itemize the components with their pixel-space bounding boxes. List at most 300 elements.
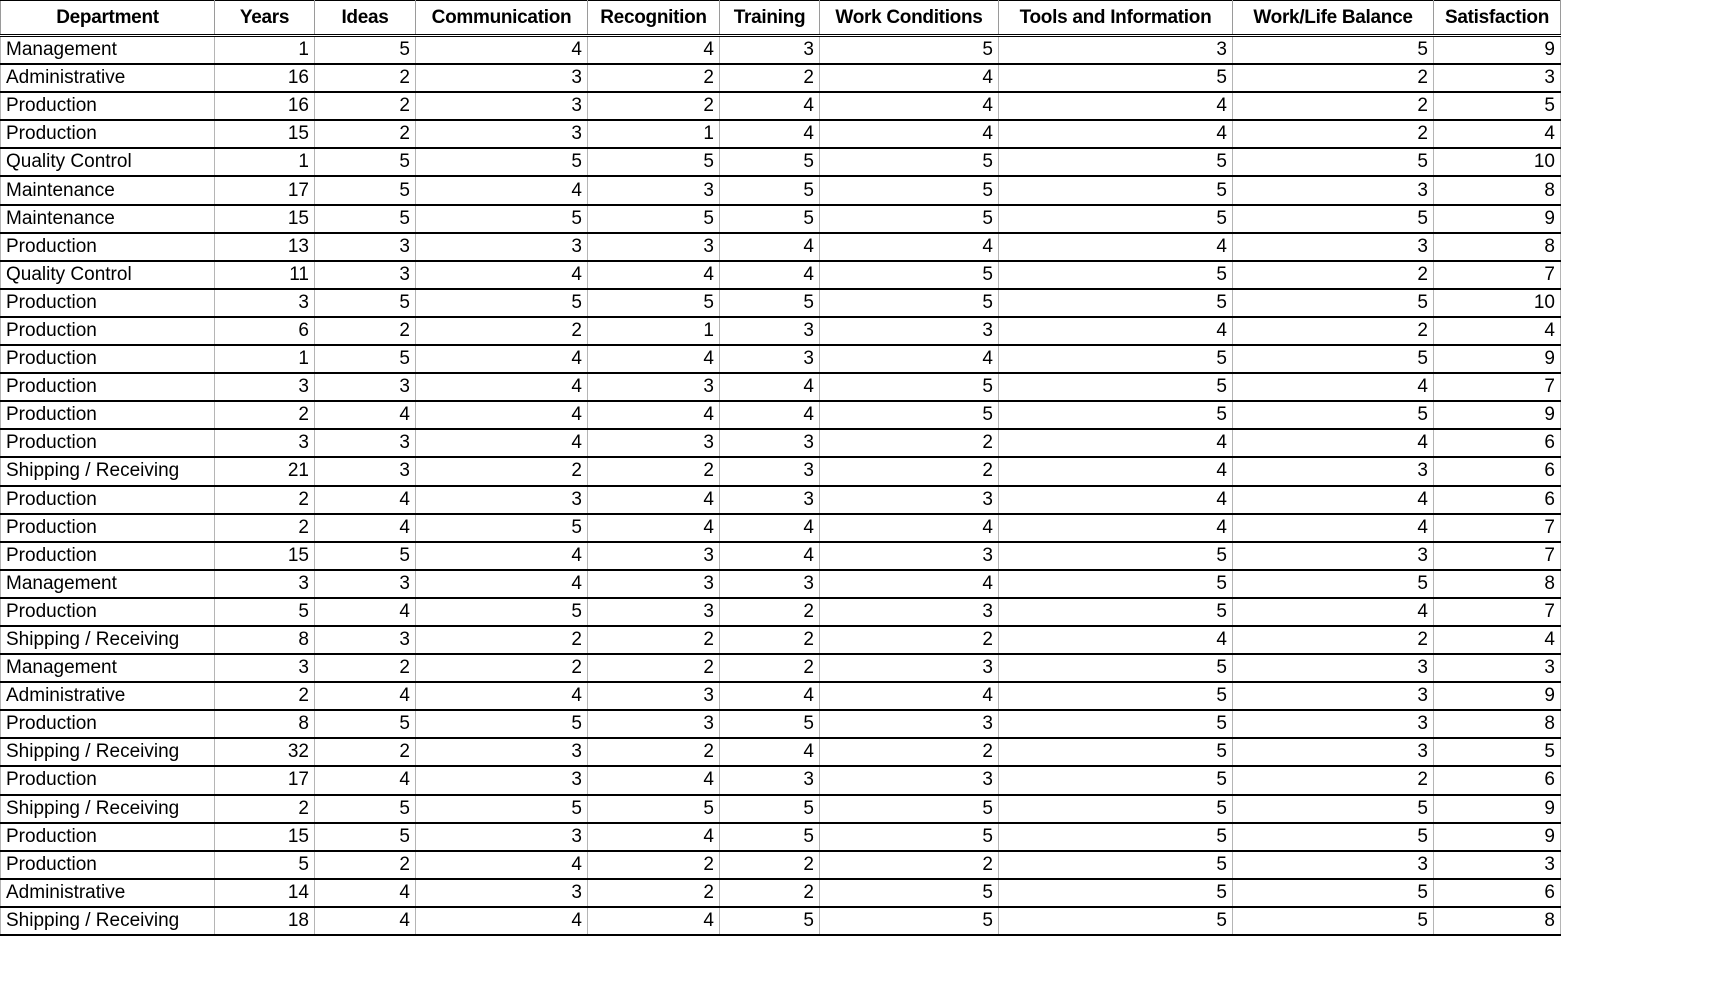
cell-department[interactable]: Production: [1, 486, 215, 514]
cell-tools-and-information[interactable]: 3: [999, 36, 1233, 65]
cell-communication[interactable]: 4: [416, 261, 588, 289]
cell-recognition[interactable]: 3: [588, 373, 720, 401]
cell-tools-and-information[interactable]: 4: [999, 429, 1233, 457]
cell-work-conditions[interactable]: 3: [820, 317, 999, 345]
cell-tools-and-information[interactable]: 5: [999, 823, 1233, 851]
cell-tools-and-information[interactable]: 5: [999, 795, 1233, 823]
cell-ideas[interactable]: 4: [315, 486, 416, 514]
cell-training[interactable]: 5: [720, 795, 820, 823]
cell-department[interactable]: Maintenance: [1, 176, 215, 204]
cell-training[interactable]: 2: [720, 626, 820, 654]
cell-satisfaction[interactable]: 9: [1434, 682, 1561, 710]
cell-recognition[interactable]: 3: [588, 710, 720, 738]
cell-years[interactable]: 16: [215, 64, 315, 92]
cell-department[interactable]: Production: [1, 514, 215, 542]
cell-ideas[interactable]: 2: [315, 738, 416, 766]
cell-recognition[interactable]: 4: [588, 401, 720, 429]
cell-training[interactable]: 3: [720, 486, 820, 514]
cell-years[interactable]: 15: [215, 823, 315, 851]
cell-years[interactable]: 3: [215, 570, 315, 598]
cell-training[interactable]: 3: [720, 345, 820, 373]
cell-years[interactable]: 18: [215, 907, 315, 935]
cell-training[interactable]: 3: [720, 457, 820, 485]
cell-ideas[interactable]: 5: [315, 710, 416, 738]
cell-work-life-balance[interactable]: 3: [1233, 738, 1434, 766]
cell-recognition[interactable]: 1: [588, 317, 720, 345]
cell-communication[interactable]: 5: [416, 795, 588, 823]
cell-department[interactable]: Management: [1, 570, 215, 598]
cell-ideas[interactable]: 3: [315, 373, 416, 401]
cell-tools-and-information[interactable]: 5: [999, 710, 1233, 738]
cell-years[interactable]: 11: [215, 261, 315, 289]
cell-work-life-balance[interactable]: 2: [1233, 261, 1434, 289]
cell-communication[interactable]: 3: [416, 738, 588, 766]
cell-ideas[interactable]: 2: [315, 851, 416, 879]
cell-ideas[interactable]: 3: [315, 626, 416, 654]
cell-communication[interactable]: 4: [416, 851, 588, 879]
cell-training[interactable]: 3: [720, 766, 820, 794]
cell-satisfaction[interactable]: 3: [1434, 654, 1561, 682]
cell-work-life-balance[interactable]: 3: [1233, 176, 1434, 204]
cell-years[interactable]: 13: [215, 233, 315, 261]
cell-ideas[interactable]: 5: [315, 176, 416, 204]
cell-work-conditions[interactable]: 4: [820, 682, 999, 710]
cell-recognition[interactable]: 4: [588, 486, 720, 514]
cell-ideas[interactable]: 5: [315, 795, 416, 823]
cell-satisfaction[interactable]: 9: [1434, 205, 1561, 233]
cell-satisfaction[interactable]: 3: [1434, 851, 1561, 879]
cell-recognition[interactable]: 4: [588, 514, 720, 542]
cell-department[interactable]: Shipping / Receiving: [1, 907, 215, 935]
cell-department[interactable]: Production: [1, 345, 215, 373]
cell-recognition[interactable]: 3: [588, 682, 720, 710]
cell-department[interactable]: Production: [1, 92, 215, 120]
cell-ideas[interactable]: 2: [315, 64, 416, 92]
cell-communication[interactable]: 3: [416, 64, 588, 92]
cell-work-conditions[interactable]: 5: [820, 261, 999, 289]
cell-work-conditions[interactable]: 5: [820, 907, 999, 935]
cell-satisfaction[interactable]: 8: [1434, 176, 1561, 204]
cell-satisfaction[interactable]: 7: [1434, 514, 1561, 542]
cell-work-conditions[interactable]: 2: [820, 429, 999, 457]
cell-work-conditions[interactable]: 3: [820, 766, 999, 794]
cell-recognition[interactable]: 3: [588, 570, 720, 598]
cell-work-life-balance[interactable]: 4: [1233, 514, 1434, 542]
cell-recognition[interactable]: 4: [588, 907, 720, 935]
cell-department[interactable]: Production: [1, 766, 215, 794]
cell-years[interactable]: 1: [215, 345, 315, 373]
cell-communication[interactable]: 4: [416, 176, 588, 204]
cell-tools-and-information[interactable]: 5: [999, 401, 1233, 429]
cell-years[interactable]: 16: [215, 92, 315, 120]
cell-tools-and-information[interactable]: 4: [999, 626, 1233, 654]
cell-department[interactable]: Production: [1, 233, 215, 261]
cell-years[interactable]: 21: [215, 457, 315, 485]
cell-satisfaction[interactable]: 9: [1434, 795, 1561, 823]
cell-satisfaction[interactable]: 7: [1434, 261, 1561, 289]
cell-satisfaction[interactable]: 8: [1434, 570, 1561, 598]
cell-work-life-balance[interactable]: 2: [1233, 92, 1434, 120]
cell-tools-and-information[interactable]: 4: [999, 233, 1233, 261]
cell-communication[interactable]: 2: [416, 317, 588, 345]
cell-training[interactable]: 2: [720, 879, 820, 907]
cell-ideas[interactable]: 4: [315, 907, 416, 935]
cell-years[interactable]: 3: [215, 289, 315, 317]
cell-tools-and-information[interactable]: 4: [999, 486, 1233, 514]
cell-years[interactable]: 8: [215, 710, 315, 738]
cell-recognition[interactable]: 2: [588, 457, 720, 485]
cell-recognition[interactable]: 1: [588, 120, 720, 148]
cell-tools-and-information[interactable]: 4: [999, 317, 1233, 345]
cell-training[interactable]: 5: [720, 176, 820, 204]
cell-work-conditions[interactable]: 2: [820, 738, 999, 766]
cell-work-conditions[interactable]: 4: [820, 64, 999, 92]
cell-tools-and-information[interactable]: 5: [999, 176, 1233, 204]
cell-satisfaction[interactable]: 4: [1434, 626, 1561, 654]
cell-work-conditions[interactable]: 5: [820, 148, 999, 176]
cell-department[interactable]: Production: [1, 120, 215, 148]
cell-years[interactable]: 6: [215, 317, 315, 345]
cell-department[interactable]: Production: [1, 851, 215, 879]
cell-satisfaction[interactable]: 6: [1434, 766, 1561, 794]
cell-recognition[interactable]: 5: [588, 205, 720, 233]
cell-training[interactable]: 2: [720, 851, 820, 879]
cell-training[interactable]: 5: [720, 289, 820, 317]
cell-tools-and-information[interactable]: 4: [999, 514, 1233, 542]
column-header-training[interactable]: Training: [720, 1, 820, 36]
cell-satisfaction[interactable]: 9: [1434, 36, 1561, 65]
cell-training[interactable]: 4: [720, 542, 820, 570]
cell-years[interactable]: 1: [215, 36, 315, 65]
cell-tools-and-information[interactable]: 5: [999, 261, 1233, 289]
cell-satisfaction[interactable]: 5: [1434, 738, 1561, 766]
cell-work-conditions[interactable]: 4: [820, 570, 999, 598]
cell-tools-and-information[interactable]: 5: [999, 738, 1233, 766]
cell-work-life-balance[interactable]: 5: [1233, 36, 1434, 65]
column-header-tools-and-information[interactable]: Tools and Information: [999, 1, 1233, 36]
cell-tools-and-information[interactable]: 5: [999, 570, 1233, 598]
column-header-work-life-balance[interactable]: Work/Life Balance: [1233, 1, 1434, 36]
cell-tools-and-information[interactable]: 4: [999, 457, 1233, 485]
cell-communication[interactable]: 4: [416, 682, 588, 710]
cell-ideas[interactable]: 3: [315, 457, 416, 485]
cell-ideas[interactable]: 2: [315, 317, 416, 345]
cell-recognition[interactable]: 2: [588, 92, 720, 120]
cell-communication[interactable]: 3: [416, 233, 588, 261]
cell-satisfaction[interactable]: 9: [1434, 823, 1561, 851]
cell-work-conditions[interactable]: 3: [820, 542, 999, 570]
cell-recognition[interactable]: 4: [588, 823, 720, 851]
cell-communication[interactable]: 3: [416, 823, 588, 851]
cell-tools-and-information[interactable]: 5: [999, 879, 1233, 907]
cell-communication[interactable]: 3: [416, 120, 588, 148]
cell-ideas[interactable]: 4: [315, 879, 416, 907]
cell-department[interactable]: Production: [1, 823, 215, 851]
cell-communication[interactable]: 4: [416, 429, 588, 457]
cell-work-life-balance[interactable]: 3: [1233, 851, 1434, 879]
cell-department[interactable]: Management: [1, 654, 215, 682]
cell-training[interactable]: 2: [720, 654, 820, 682]
cell-recognition[interactable]: 3: [588, 598, 720, 626]
cell-work-life-balance[interactable]: 2: [1233, 64, 1434, 92]
column-header-ideas[interactable]: Ideas: [315, 1, 416, 36]
cell-training[interactable]: 5: [720, 205, 820, 233]
cell-communication[interactable]: 2: [416, 626, 588, 654]
cell-work-life-balance[interactable]: 2: [1233, 120, 1434, 148]
cell-ideas[interactable]: 3: [315, 570, 416, 598]
cell-work-life-balance[interactable]: 3: [1233, 233, 1434, 261]
cell-work-conditions[interactable]: 4: [820, 120, 999, 148]
cell-work-conditions[interactable]: 3: [820, 710, 999, 738]
cell-ideas[interactable]: 4: [315, 514, 416, 542]
cell-department[interactable]: Shipping / Receiving: [1, 626, 215, 654]
cell-department[interactable]: Shipping / Receiving: [1, 738, 215, 766]
cell-years[interactable]: 5: [215, 851, 315, 879]
cell-work-life-balance[interactable]: 5: [1233, 345, 1434, 373]
cell-communication[interactable]: 4: [416, 570, 588, 598]
cell-training[interactable]: 4: [720, 401, 820, 429]
cell-training[interactable]: 4: [720, 92, 820, 120]
cell-recognition[interactable]: 5: [588, 148, 720, 176]
cell-training[interactable]: 4: [720, 233, 820, 261]
cell-ideas[interactable]: 5: [315, 542, 416, 570]
cell-work-conditions[interactable]: 2: [820, 851, 999, 879]
cell-department[interactable]: Shipping / Receiving: [1, 457, 215, 485]
cell-years[interactable]: 17: [215, 766, 315, 794]
cell-recognition[interactable]: 3: [588, 176, 720, 204]
cell-recognition[interactable]: 4: [588, 36, 720, 65]
cell-department[interactable]: Production: [1, 373, 215, 401]
cell-communication[interactable]: 5: [416, 514, 588, 542]
cell-years[interactable]: 15: [215, 205, 315, 233]
cell-satisfaction[interactable]: 8: [1434, 710, 1561, 738]
cell-work-conditions[interactable]: 2: [820, 626, 999, 654]
cell-tools-and-information[interactable]: 5: [999, 345, 1233, 373]
cell-training[interactable]: 4: [720, 261, 820, 289]
cell-department[interactable]: Production: [1, 710, 215, 738]
cell-ideas[interactable]: 2: [315, 120, 416, 148]
cell-years[interactable]: 2: [215, 682, 315, 710]
cell-work-conditions[interactable]: 4: [820, 233, 999, 261]
cell-work-conditions[interactable]: 5: [820, 205, 999, 233]
cell-tools-and-information[interactable]: 5: [999, 766, 1233, 794]
cell-recognition[interactable]: 4: [588, 766, 720, 794]
cell-work-life-balance[interactable]: 3: [1233, 682, 1434, 710]
cell-work-conditions[interactable]: 5: [820, 36, 999, 65]
cell-years[interactable]: 15: [215, 542, 315, 570]
cell-training[interactable]: 3: [720, 36, 820, 65]
cell-communication[interactable]: 5: [416, 148, 588, 176]
cell-work-life-balance[interactable]: 5: [1233, 401, 1434, 429]
cell-communication[interactable]: 5: [416, 205, 588, 233]
cell-work-conditions[interactable]: 4: [820, 92, 999, 120]
cell-ideas[interactable]: 5: [315, 823, 416, 851]
cell-years[interactable]: 17: [215, 176, 315, 204]
cell-satisfaction[interactable]: 7: [1434, 598, 1561, 626]
cell-training[interactable]: 4: [720, 373, 820, 401]
cell-training[interactable]: 2: [720, 598, 820, 626]
cell-work-life-balance[interactable]: 3: [1233, 457, 1434, 485]
cell-tools-and-information[interactable]: 4: [999, 92, 1233, 120]
cell-department[interactable]: Production: [1, 317, 215, 345]
cell-satisfaction[interactable]: 6: [1434, 429, 1561, 457]
cell-satisfaction[interactable]: 10: [1434, 289, 1561, 317]
cell-tools-and-information[interactable]: 5: [999, 682, 1233, 710]
cell-communication[interactable]: 3: [416, 92, 588, 120]
cell-work-conditions[interactable]: 4: [820, 345, 999, 373]
cell-work-life-balance[interactable]: 2: [1233, 766, 1434, 794]
cell-tools-and-information[interactable]: 5: [999, 654, 1233, 682]
cell-department[interactable]: Administrative: [1, 879, 215, 907]
cell-work-life-balance[interactable]: 2: [1233, 317, 1434, 345]
cell-work-life-balance[interactable]: 5: [1233, 795, 1434, 823]
cell-training[interactable]: 3: [720, 570, 820, 598]
cell-recognition[interactable]: 2: [588, 851, 720, 879]
cell-recognition[interactable]: 2: [588, 738, 720, 766]
cell-years[interactable]: 3: [215, 654, 315, 682]
cell-ideas[interactable]: 5: [315, 148, 416, 176]
cell-training[interactable]: 3: [720, 317, 820, 345]
cell-communication[interactable]: 3: [416, 486, 588, 514]
cell-years[interactable]: 1: [215, 148, 315, 176]
cell-department[interactable]: Production: [1, 429, 215, 457]
cell-communication[interactable]: 3: [416, 766, 588, 794]
cell-ideas[interactable]: 3: [315, 233, 416, 261]
cell-years[interactable]: 8: [215, 626, 315, 654]
cell-tools-and-information[interactable]: 5: [999, 205, 1233, 233]
cell-years[interactable]: 2: [215, 795, 315, 823]
cell-ideas[interactable]: 4: [315, 766, 416, 794]
cell-training[interactable]: 4: [720, 120, 820, 148]
cell-tools-and-information[interactable]: 5: [999, 851, 1233, 879]
cell-work-conditions[interactable]: 3: [820, 486, 999, 514]
cell-satisfaction[interactable]: 9: [1434, 345, 1561, 373]
cell-work-life-balance[interactable]: 3: [1233, 542, 1434, 570]
cell-communication[interactable]: 4: [416, 907, 588, 935]
cell-satisfaction[interactable]: 9: [1434, 401, 1561, 429]
cell-work-conditions[interactable]: 5: [820, 176, 999, 204]
cell-ideas[interactable]: 5: [315, 345, 416, 373]
cell-recognition[interactable]: 3: [588, 429, 720, 457]
cell-tools-and-information[interactable]: 5: [999, 64, 1233, 92]
cell-communication[interactable]: 4: [416, 345, 588, 373]
cell-tools-and-information[interactable]: 5: [999, 907, 1233, 935]
cell-work-life-balance[interactable]: 3: [1233, 710, 1434, 738]
cell-years[interactable]: 3: [215, 373, 315, 401]
cell-ideas[interactable]: 5: [315, 289, 416, 317]
cell-department[interactable]: Administrative: [1, 682, 215, 710]
cell-satisfaction[interactable]: 6: [1434, 457, 1561, 485]
cell-satisfaction[interactable]: 7: [1434, 373, 1561, 401]
cell-work-conditions[interactable]: 3: [820, 654, 999, 682]
cell-work-life-balance[interactable]: 4: [1233, 429, 1434, 457]
cell-tools-and-information[interactable]: 4: [999, 120, 1233, 148]
cell-communication[interactable]: 4: [416, 542, 588, 570]
cell-communication[interactable]: 5: [416, 289, 588, 317]
cell-training[interactable]: 4: [720, 738, 820, 766]
cell-satisfaction[interactable]: 10: [1434, 148, 1561, 176]
cell-recognition[interactable]: 2: [588, 64, 720, 92]
column-header-satisfaction[interactable]: Satisfaction: [1434, 1, 1561, 36]
cell-ideas[interactable]: 5: [315, 36, 416, 65]
column-header-department[interactable]: Department: [1, 1, 215, 36]
cell-satisfaction[interactable]: 8: [1434, 233, 1561, 261]
cell-ideas[interactable]: 4: [315, 682, 416, 710]
cell-recognition[interactable]: 2: [588, 654, 720, 682]
cell-recognition[interactable]: 3: [588, 233, 720, 261]
cell-work-conditions[interactable]: 4: [820, 514, 999, 542]
cell-communication[interactable]: 2: [416, 654, 588, 682]
cell-department[interactable]: Production: [1, 598, 215, 626]
cell-recognition[interactable]: 2: [588, 879, 720, 907]
cell-ideas[interactable]: 4: [315, 598, 416, 626]
cell-satisfaction[interactable]: 5: [1434, 92, 1561, 120]
cell-ideas[interactable]: 4: [315, 401, 416, 429]
cell-ideas[interactable]: 2: [315, 654, 416, 682]
cell-ideas[interactable]: 2: [315, 92, 416, 120]
cell-satisfaction[interactable]: 6: [1434, 486, 1561, 514]
cell-recognition[interactable]: 5: [588, 795, 720, 823]
cell-work-conditions[interactable]: 3: [820, 598, 999, 626]
cell-department[interactable]: Production: [1, 289, 215, 317]
cell-work-life-balance[interactable]: 3: [1233, 654, 1434, 682]
cell-training[interactable]: 5: [720, 710, 820, 738]
cell-department[interactable]: Production: [1, 542, 215, 570]
cell-satisfaction[interactable]: 7: [1434, 542, 1561, 570]
cell-ideas[interactable]: 3: [315, 429, 416, 457]
cell-work-conditions[interactable]: 5: [820, 823, 999, 851]
cell-satisfaction[interactable]: 6: [1434, 879, 1561, 907]
cell-department[interactable]: Maintenance: [1, 205, 215, 233]
cell-training[interactable]: 5: [720, 823, 820, 851]
cell-recognition[interactable]: 4: [588, 261, 720, 289]
cell-ideas[interactable]: 5: [315, 205, 416, 233]
column-header-recognition[interactable]: Recognition: [588, 1, 720, 36]
cell-communication[interactable]: 5: [416, 710, 588, 738]
cell-department[interactable]: Shipping / Receiving: [1, 795, 215, 823]
cell-work-life-balance[interactable]: 5: [1233, 289, 1434, 317]
cell-department[interactable]: Production: [1, 401, 215, 429]
cell-work-conditions[interactable]: 2: [820, 457, 999, 485]
cell-work-life-balance[interactable]: 5: [1233, 148, 1434, 176]
cell-communication[interactable]: 2: [416, 457, 588, 485]
cell-years[interactable]: 3: [215, 429, 315, 457]
cell-training[interactable]: 4: [720, 514, 820, 542]
cell-years[interactable]: 2: [215, 514, 315, 542]
cell-tools-and-information[interactable]: 5: [999, 542, 1233, 570]
cell-department[interactable]: Administrative: [1, 64, 215, 92]
cell-work-life-balance[interactable]: 5: [1233, 907, 1434, 935]
cell-years[interactable]: 15: [215, 120, 315, 148]
column-header-work-conditions[interactable]: Work Conditions: [820, 1, 999, 36]
cell-work-life-balance[interactable]: 5: [1233, 879, 1434, 907]
cell-department[interactable]: Quality Control: [1, 261, 215, 289]
cell-communication[interactable]: 4: [416, 36, 588, 65]
cell-work-life-balance[interactable]: 4: [1233, 598, 1434, 626]
cell-communication[interactable]: 3: [416, 879, 588, 907]
cell-years[interactable]: 14: [215, 879, 315, 907]
cell-work-life-balance[interactable]: 4: [1233, 486, 1434, 514]
cell-training[interactable]: 5: [720, 907, 820, 935]
cell-work-life-balance[interactable]: 5: [1233, 823, 1434, 851]
cell-department[interactable]: Management: [1, 36, 215, 65]
cell-recognition[interactable]: 3: [588, 542, 720, 570]
cell-work-conditions[interactable]: 5: [820, 373, 999, 401]
cell-work-life-balance[interactable]: 2: [1233, 626, 1434, 654]
cell-work-conditions[interactable]: 5: [820, 879, 999, 907]
cell-tools-and-information[interactable]: 5: [999, 289, 1233, 317]
cell-department[interactable]: Quality Control: [1, 148, 215, 176]
